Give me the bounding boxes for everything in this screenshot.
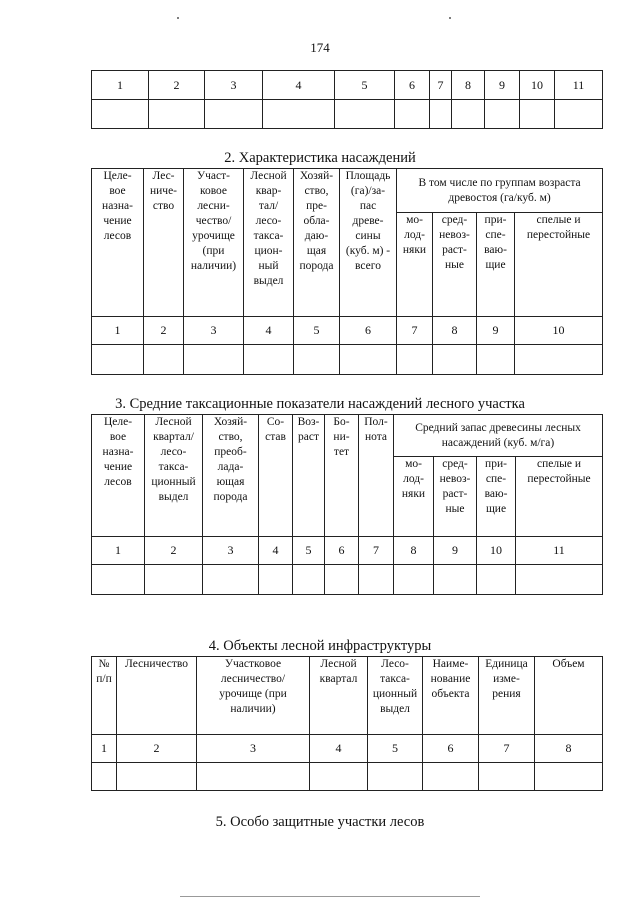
column-number: 7 [479, 735, 535, 763]
empty-cell [452, 100, 485, 129]
column-header: Участ- ковое лесни- чество/ урочище (при наличии) [184, 169, 244, 317]
empty-cell [485, 100, 520, 129]
empty-cell [205, 100, 263, 129]
table-forest-infrastructure [91, 656, 603, 791]
column-number: 2 [145, 537, 203, 565]
column-number: 4 [244, 317, 294, 345]
column-number: 2 [149, 71, 205, 100]
table-stand-characteristics [91, 168, 603, 375]
column-header: Лес- ниче- ство [144, 169, 184, 317]
empty-cell [555, 100, 603, 129]
empty-cell [359, 565, 394, 595]
table-empty-row [92, 345, 603, 375]
table-numbering-row [92, 71, 603, 100]
column-number: 6 [340, 317, 397, 345]
column-header: Со- став [259, 415, 293, 537]
column-number: 1 [92, 537, 145, 565]
column-number: 11 [555, 71, 603, 100]
column-number: 4 [259, 537, 293, 565]
table-empty-row [92, 100, 603, 129]
section-2-title: 2. Характеристика насаждений [224, 150, 416, 166]
column-subheader: мо- лод- няки [394, 457, 434, 537]
empty-cell [395, 100, 430, 129]
empty-cell [244, 345, 294, 375]
column-number: 8 [394, 537, 434, 565]
table-header-row [92, 415, 603, 457]
column-header: Объем [535, 657, 603, 735]
table-empty-row [92, 763, 603, 791]
column-number: 10 [477, 537, 516, 565]
column-number: 2 [144, 317, 184, 345]
scan-edge-line [180, 896, 480, 897]
column-number: 5 [335, 71, 395, 100]
empty-cell [340, 345, 397, 375]
table-average-taxation [91, 414, 603, 595]
empty-cell [184, 345, 244, 375]
column-number: 8 [452, 71, 485, 100]
empty-cell [430, 100, 452, 129]
empty-cell [203, 565, 259, 595]
page-number: 174 [310, 40, 330, 55]
empty-cell [434, 565, 477, 595]
column-number: 3 [197, 735, 310, 763]
column-number: 5 [293, 537, 325, 565]
column-header: Площадь (га)/за- пас древе- сины (куб. м) - всего [340, 169, 397, 317]
column-header: Наиме- нование объекта [423, 657, 479, 735]
column-number: 3 [203, 537, 259, 565]
empty-cell [520, 100, 555, 129]
column-header: Целе- вое назна- чение лесов [92, 415, 145, 537]
column-header: Воз- раст [293, 415, 325, 537]
column-group-header: В том числе по группам возраста древостоя (га/куб. м) [397, 169, 603, 213]
column-subheader: сред- невоз- раст- ные [433, 213, 477, 317]
table-numbering-row [92, 735, 603, 763]
column-subheader: при- спе- ваю- щие [477, 457, 516, 537]
column-header: Хозяй- ство, пре- обла- даю- щая порода [294, 169, 340, 317]
section-5-title: 5. Особо защитные участки лесов [215, 814, 425, 830]
column-header: Лесной квартал [310, 657, 368, 735]
column-header: Хозяй- ство, преоб- лада- ющая порода [203, 415, 259, 537]
column-subheader: сред- невоз- раст- ные [434, 457, 477, 537]
column-number: 7 [359, 537, 394, 565]
empty-cell [477, 345, 515, 375]
empty-cell [325, 565, 359, 595]
empty-cell [479, 763, 535, 791]
column-number: 1 [92, 317, 144, 345]
column-number: 6 [325, 537, 359, 565]
column-number: 9 [485, 71, 520, 100]
column-header: Бо- ни- тет [325, 415, 359, 537]
column-number: 10 [515, 317, 603, 345]
empty-cell [535, 763, 603, 791]
empty-cell [368, 763, 423, 791]
section-3-title: 3. Средние таксационные показатели насаждений лесного участка [115, 396, 525, 412]
column-number: 9 [434, 537, 477, 565]
column-subheader: спелые и перестойные [516, 457, 603, 537]
empty-cell [149, 100, 205, 129]
column-subheader: мо- лод- няки [397, 213, 433, 317]
column-group-header: Средний запас древесины лесных насаждений (куб. м/га) [394, 415, 603, 457]
table-empty-row [92, 565, 603, 595]
empty-cell [310, 763, 368, 791]
empty-cell [516, 565, 603, 595]
column-number: 7 [430, 71, 452, 100]
table-numbering-row [92, 317, 603, 345]
column-number: 1 [92, 71, 149, 100]
empty-cell [197, 763, 310, 791]
column-number: 5 [294, 317, 340, 345]
column-header: Целе- вое назна- чение лесов [92, 169, 144, 317]
column-number: 8 [535, 735, 603, 763]
column-subheader: при- спе- ваю- щие [477, 213, 515, 317]
empty-cell [145, 565, 203, 595]
column-number: 3 [205, 71, 263, 100]
column-number: 7 [397, 317, 433, 345]
empty-cell [423, 763, 479, 791]
scan-speck [449, 17, 451, 19]
column-number: 6 [423, 735, 479, 763]
column-number: 6 [395, 71, 430, 100]
empty-cell [515, 345, 603, 375]
column-header: Лесной квар- тал/ лесо- такса- цион- ный выдел [244, 169, 294, 317]
column-number: 5 [368, 735, 423, 763]
column-number: 4 [263, 71, 335, 100]
empty-cell [433, 345, 477, 375]
table-continuation [91, 70, 603, 129]
column-header: Лесо- такса- ционный выдел [368, 657, 423, 735]
column-subheader: спелые и перестойные [515, 213, 603, 317]
section-4-title: 4. Объекты лесной инфраструктуры [208, 638, 432, 654]
table-header-row [92, 657, 603, 735]
column-number: 1 [92, 735, 117, 763]
column-number: 3 [184, 317, 244, 345]
empty-cell [394, 565, 434, 595]
empty-cell [92, 345, 144, 375]
scan-speck [177, 17, 179, 19]
column-number: 9 [477, 317, 515, 345]
column-header: Пол- нота [359, 415, 394, 537]
column-header: Единица изме- рения [479, 657, 535, 735]
empty-cell [293, 565, 325, 595]
column-header: Участковое лесничество/ урочище (при наличии) [197, 657, 310, 735]
empty-cell [294, 345, 340, 375]
column-number: 10 [520, 71, 555, 100]
empty-cell [92, 100, 149, 129]
column-number: 2 [117, 735, 197, 763]
table-header-row [92, 169, 603, 213]
column-header: Лесной квартал/ лесо- такса- ционный выдел [145, 415, 203, 537]
empty-cell [144, 345, 184, 375]
column-header: Лесничество [117, 657, 197, 735]
column-number: 8 [433, 317, 477, 345]
column-number: 4 [310, 735, 368, 763]
empty-cell [263, 100, 335, 129]
column-number: 11 [516, 537, 603, 565]
empty-cell [397, 345, 433, 375]
column-header: № п/п [92, 657, 117, 735]
empty-cell [92, 565, 145, 595]
empty-cell [259, 565, 293, 595]
empty-cell [117, 763, 197, 791]
empty-cell [477, 565, 516, 595]
empty-cell [92, 763, 117, 791]
empty-cell [335, 100, 395, 129]
table-numbering-row [92, 537, 603, 565]
